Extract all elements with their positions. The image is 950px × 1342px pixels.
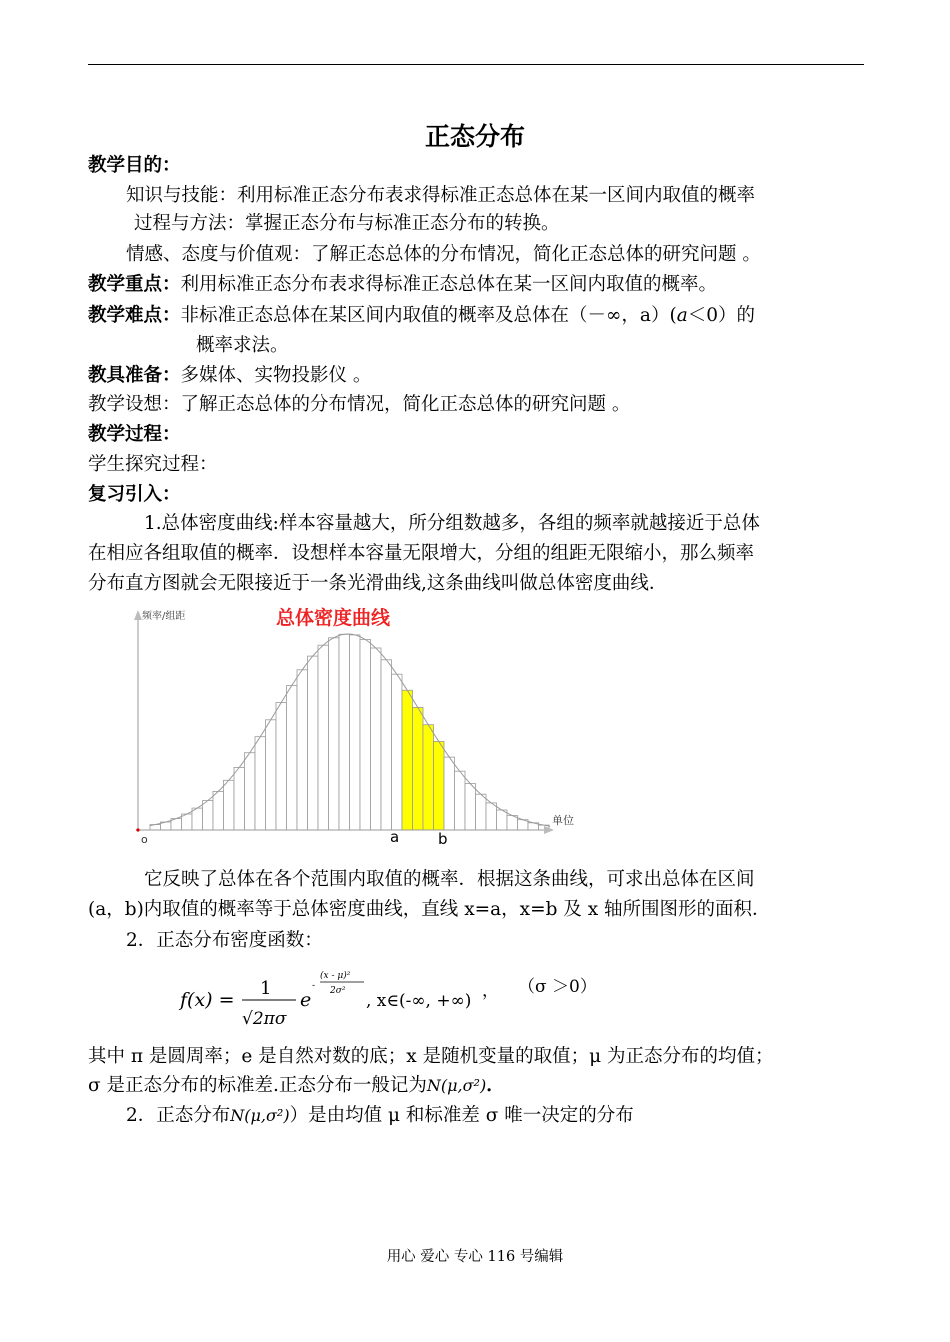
histogram-bar <box>497 810 508 830</box>
histogram-bar <box>360 640 371 831</box>
difficulty-line1: 非标准正态总体在某区间内取值的概率及总体在（－∞，a）( <box>180 305 677 326</box>
histogram-bar <box>192 808 203 830</box>
b-label: b <box>438 830 448 848</box>
normal-density-formula <box>178 962 638 1032</box>
para1-line1: 1.总体密度曲线:样本容量越大，所分组数越多，各组的频率就越接近于总体 <box>144 513 760 534</box>
chart-title: 总体密度曲线 <box>276 607 391 629</box>
y-axis-arrow <box>134 610 142 620</box>
difficulty-line1-tail: ＜0）的 <box>687 305 755 326</box>
shaded-bar <box>402 690 413 830</box>
para5-tail: ）是由均值 μ 和标准差 σ 唯一决定的分布 <box>289 1105 634 1126</box>
histogram-bar <box>350 635 361 830</box>
objectives-heading: 教学目的： <box>88 155 181 176</box>
para3: 2．正态分布密度函数： <box>126 930 323 951</box>
histogram-bar <box>224 780 235 830</box>
tools-text: 多媒体、实物投影仪 。 <box>180 365 372 386</box>
origin-label: o <box>141 833 148 846</box>
histogram-bar <box>203 801 214 830</box>
histogram-bar <box>318 645 329 830</box>
formula-condition: （σ ＞0） <box>518 977 597 997</box>
formula-numerator: 1 <box>260 978 272 999</box>
para2-line1: 它反映了总体在各个范围内取值的概率．根据这条曲线，可求出总体在区间 <box>144 869 755 890</box>
histogram-bar <box>381 660 392 830</box>
shaded-bar <box>413 707 424 830</box>
histogram-bar <box>245 753 256 830</box>
objective-knowledge: 知识与技能：利用标准正态分布表求得标准正态总体在某一区间内取值的概率 <box>126 185 756 206</box>
shaded-bar <box>423 725 434 830</box>
objective-process: 过程与方法：掌握正态分布与标准正态分布的转换。 <box>134 213 560 234</box>
key-point-label: 教学重点： <box>88 274 181 295</box>
para4-line2-text: σ 是正态分布的标准差.正态分布一般记为 <box>88 1075 427 1096</box>
histogram-bar <box>255 737 266 830</box>
histogram-bar <box>213 791 224 830</box>
para4-notation: N(μ,σ²) <box>426 1076 487 1095</box>
para5-notation: N(μ,σ²) <box>230 1106 290 1125</box>
formula-exp-numerator: (x - μ)² <box>320 971 351 981</box>
key-point-text: 利用标准正态分布表求得标准正态总体在某一区间内取值的概率。 <box>180 274 718 295</box>
formula-denominator: √2πσ <box>242 1009 287 1029</box>
difficulty-line2: 概率求法。 <box>196 335 289 356</box>
histogram-bar <box>182 814 193 830</box>
difficulty <box>88 304 755 328</box>
histogram-bar <box>371 648 382 830</box>
formula-exp-denominator: 2σ² <box>330 986 346 996</box>
histogram-bar <box>392 674 403 830</box>
histogram-bar <box>276 703 287 831</box>
histogram-bar <box>308 656 319 830</box>
para1-line3: 分布直方图就会无限接近于一条光滑曲线,这条曲线叫做总体密度曲线． <box>88 573 668 594</box>
histogram-bar <box>476 794 487 830</box>
key-point <box>88 273 717 297</box>
density-chart <box>120 602 590 860</box>
para5 <box>126 1104 634 1128</box>
formula-e: e <box>300 989 312 1011</box>
histogram-bar <box>465 784 476 830</box>
formula-comma: ， <box>482 981 499 1001</box>
tools-label: 教具准备： <box>88 365 181 386</box>
histogram-bar <box>329 638 340 830</box>
formula-domain: , x∈(-∞, +∞) <box>366 991 472 1011</box>
histogram-bar <box>234 767 245 830</box>
difficulty-a-var: a <box>676 305 688 326</box>
histogram-bar <box>444 757 455 830</box>
page-title: 正态分布 <box>424 122 525 151</box>
para4-line2 <box>88 1074 505 1098</box>
design: 教学设想：了解正态总体的分布情况，简化正态总体的研究问题 。 <box>88 394 631 415</box>
student-process: 学生探究过程： <box>88 454 218 475</box>
review-heading: 复习引入： <box>88 484 181 505</box>
histogram-bar <box>486 803 497 830</box>
para1-line2: 在相应各组取值的概率．设想样本容量无限增大，分组的组距无限缩小，那么频率 <box>88 543 755 564</box>
y-axis-label: 频率/组距 <box>142 611 186 622</box>
shaded-bar <box>434 741 445 830</box>
histogram-bar <box>287 686 298 831</box>
histogram-bars <box>150 634 549 830</box>
header-rule <box>88 64 864 65</box>
objective-emotion: 情感、态度与价值观：了解正态总体的分布情况，简化正态总体的研究问题 。 <box>126 244 761 265</box>
para4-line1: 其中 π 是圆周率；e 是自然对数的底；x 是随机变量的取值；μ 为正态分布的均值； <box>88 1046 774 1067</box>
formula-lhs: f(x) = <box>180 989 235 1011</box>
formula-minus: - <box>312 981 316 991</box>
para2-line2: (a，b)内取值的概率等于总体密度曲线，直线 x=a，x=b 及 x 轴所围图形的面积． <box>88 899 771 920</box>
histogram-bar <box>339 634 350 830</box>
tools <box>88 364 371 388</box>
histogram-bar <box>266 720 277 830</box>
a-label: a <box>390 828 400 846</box>
para5-head: 2．正态分布 <box>126 1105 231 1126</box>
difficulty-label: 教学难点： <box>88 305 181 326</box>
histogram-bar <box>455 771 466 830</box>
page-footer: 用心 爱心 专心 116 号编辑 <box>386 1249 564 1265</box>
process-heading: 教学过程： <box>88 424 181 445</box>
origin-dot <box>136 828 139 831</box>
para4-tail: ． <box>486 1075 505 1096</box>
x-axis-unit-label: 单位 <box>552 814 574 827</box>
histogram-bar <box>507 816 518 831</box>
histogram-bar <box>297 670 308 830</box>
